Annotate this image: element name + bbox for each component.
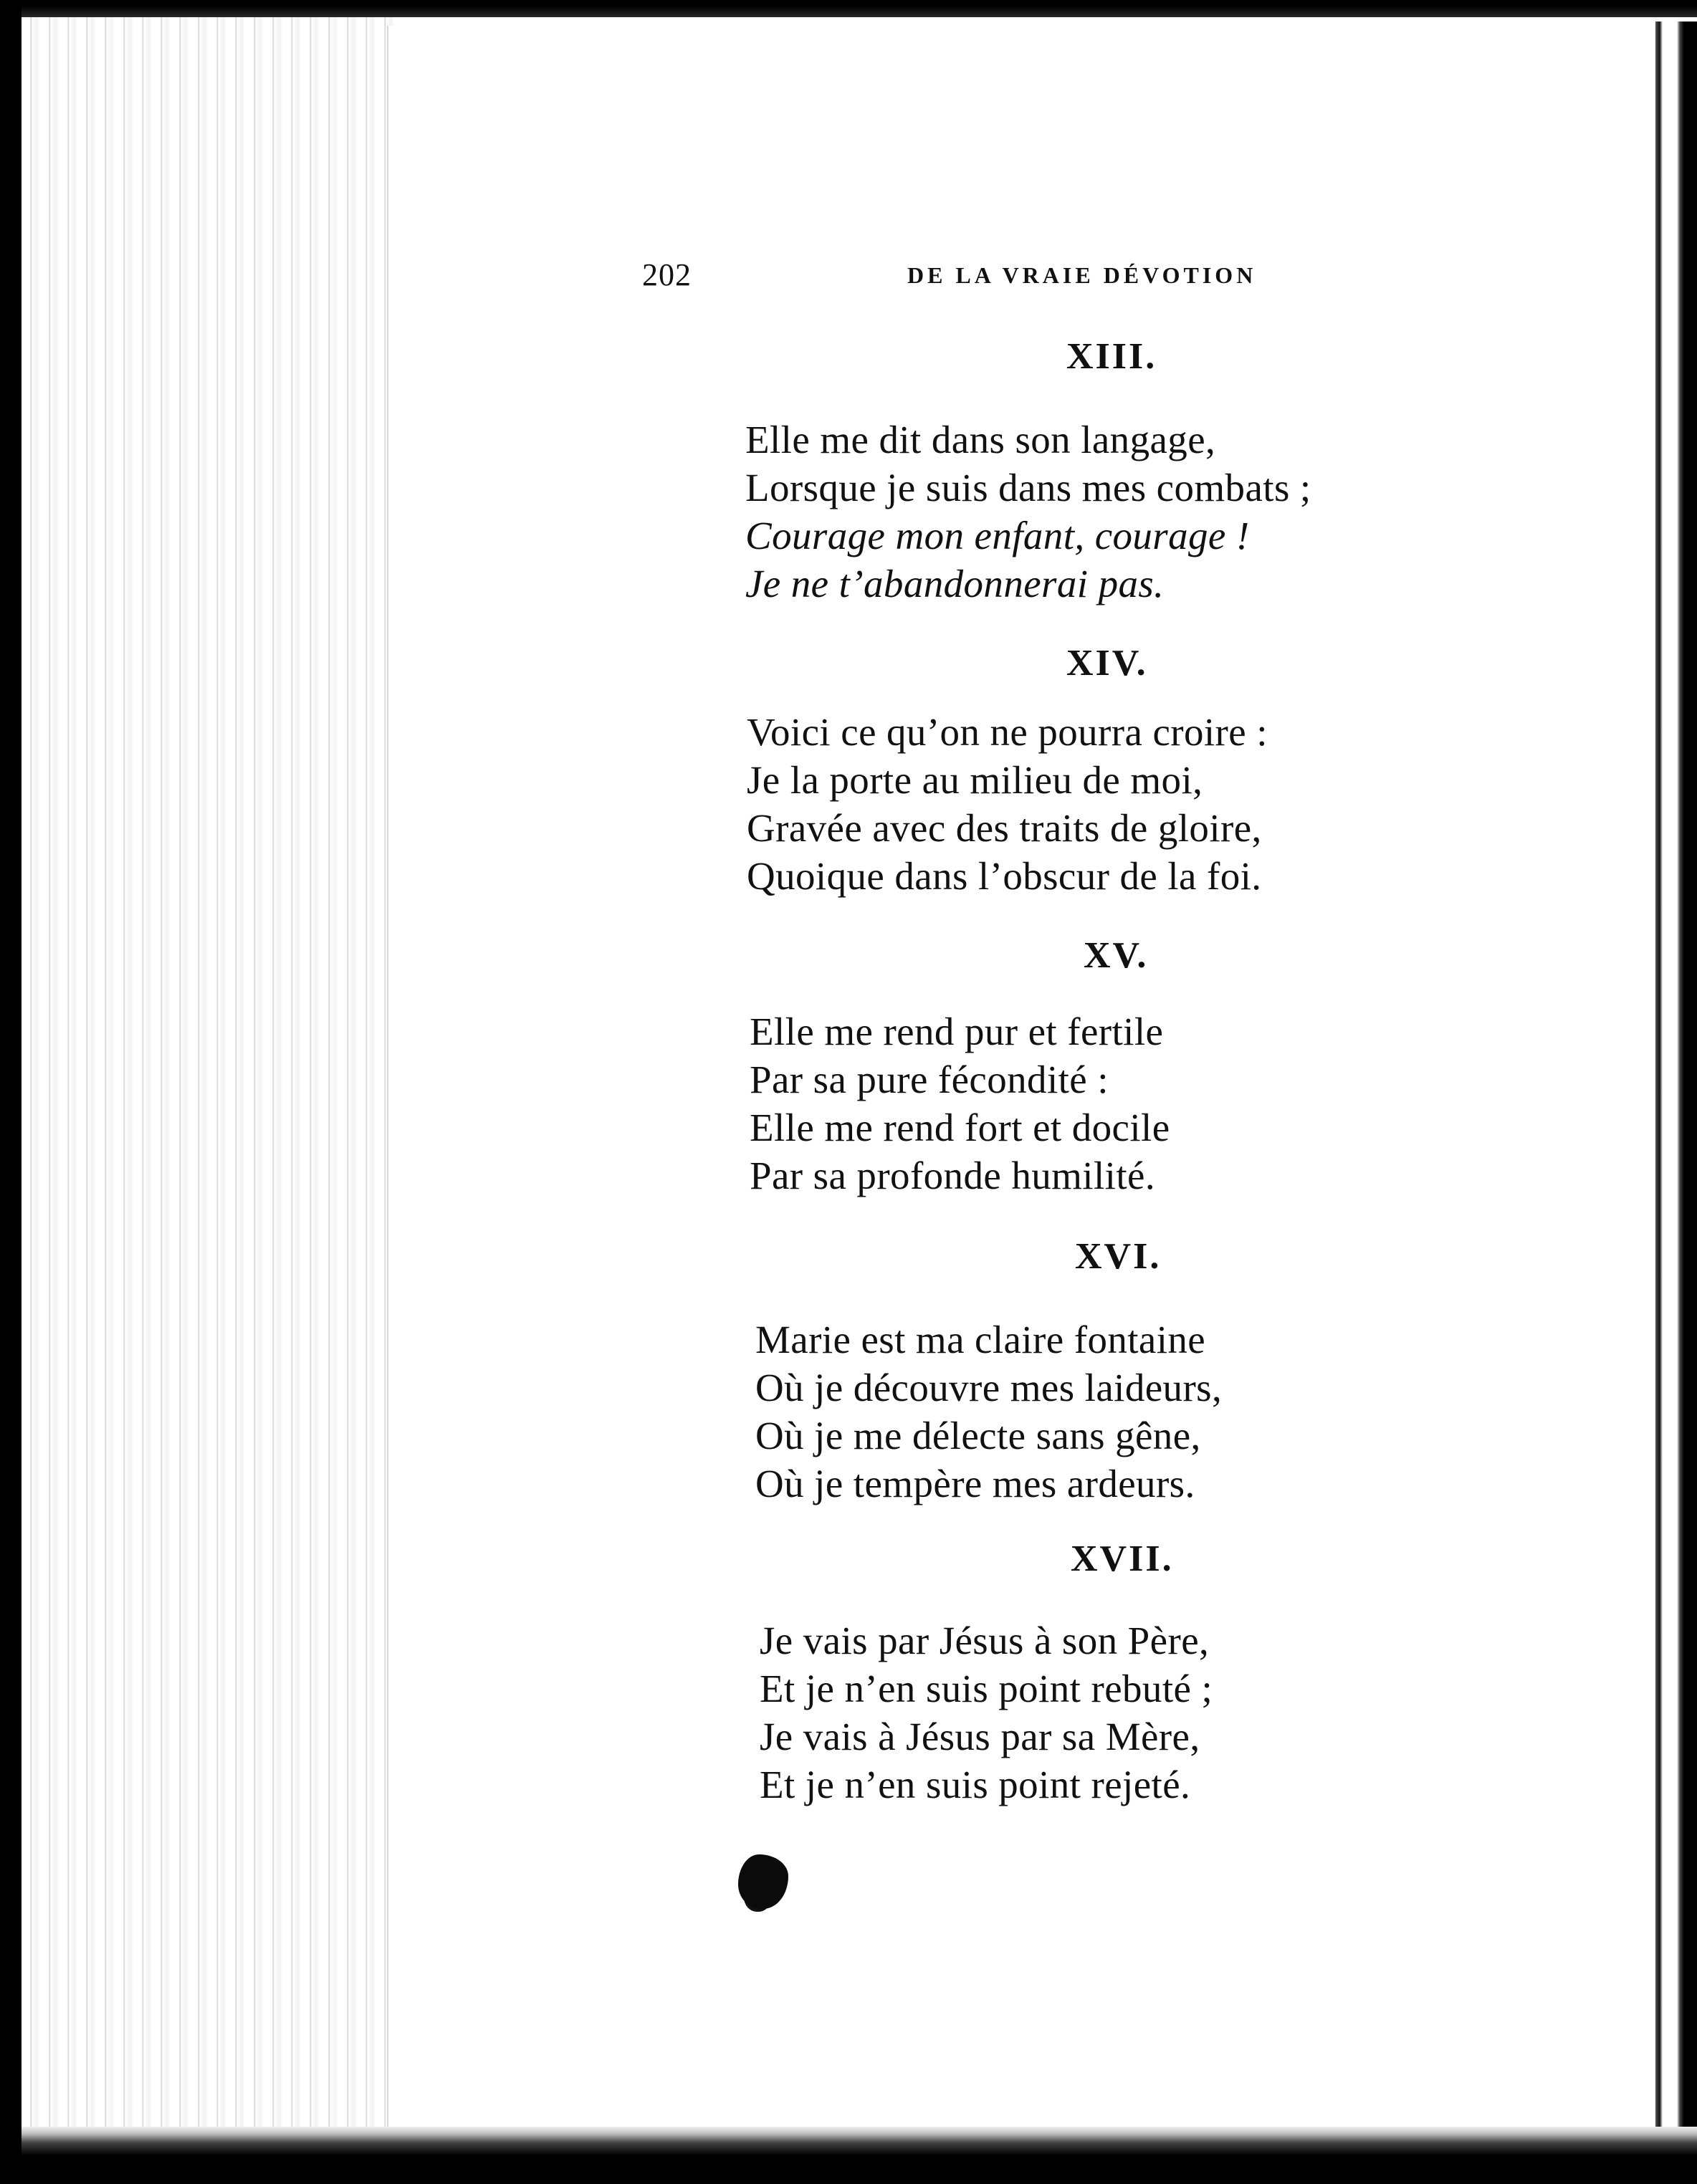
verse-line: Où je tempère mes ardeurs.: [755, 1462, 1195, 1505]
verse-line: Et je n’en suis point rebuté ;: [760, 1667, 1213, 1710]
book-right-edge: [1655, 21, 1697, 2164]
scan-top-edge: [0, 0, 1697, 17]
verse-line: Elle me dit dans son langage,: [745, 418, 1216, 461]
page-stack-edges: [21, 17, 394, 2160]
verse-line: Je ne t’abandonnerai pas.: [745, 562, 1165, 605]
verse-line: Courage mon enfant, courage !: [745, 514, 1250, 557]
stanza-xiv: [747, 708, 1268, 900]
verse-line: Où je découvre mes laideurs,: [755, 1366, 1223, 1409]
verse-line: Par sa pure fécondité :: [750, 1058, 1109, 1101]
verse-line: Je la porte au milieu de moi,: [747, 758, 1203, 802]
scan-speck: [6, 1574, 13, 1581]
stanza-xv: [750, 1007, 1170, 1199]
verse-line: Elle me rend pur et fertile: [750, 1010, 1164, 1053]
verse-line: Lorsque je suis dans mes combats ;: [745, 466, 1311, 509]
verse-line: Où je me délecte sans gêne,: [755, 1414, 1201, 1457]
verse-line: Je vais par Jésus à son Père,: [760, 1619, 1210, 1662]
scan-left-edge: [0, 0, 21, 2184]
stanza-xvi: [755, 1316, 1222, 1508]
verse-line: Et je n’en suis point rejeté.: [760, 1763, 1191, 1806]
verse-line: Par sa profonde humilité.: [750, 1154, 1155, 1197]
stanza-xiii: [745, 416, 1311, 608]
stanza-number-xiii: XIII.: [1066, 336, 1157, 377]
page-number: 202: [642, 257, 692, 292]
verse-line: Marie est ma claire fontaine: [755, 1318, 1206, 1361]
verse-line: Gravée avec des traits de gloire,: [747, 806, 1262, 850]
book-bottom-edge: [21, 2127, 1697, 2184]
stanza-number-xiv: XIV.: [1066, 643, 1148, 684]
stanza-number-xv: XV.: [1084, 935, 1149, 976]
verse-line: Je vais à Jésus par sa Mère,: [760, 1715, 1200, 1758]
stanza-number-xvii: XVII.: [1071, 1538, 1174, 1579]
stanza-xvii: [760, 1617, 1213, 1809]
verse-line: Elle me rend fort et docile: [750, 1106, 1170, 1149]
verse-line: Voici ce qu’on ne pourra croire :: [747, 710, 1268, 754]
stanza-number-xvi: XVI.: [1075, 1236, 1162, 1277]
running-head: DE LA VRAIE DÉVOTION: [907, 262, 1257, 288]
verse-line: Quoique dans l’obscur de la foi.: [747, 854, 1262, 898]
